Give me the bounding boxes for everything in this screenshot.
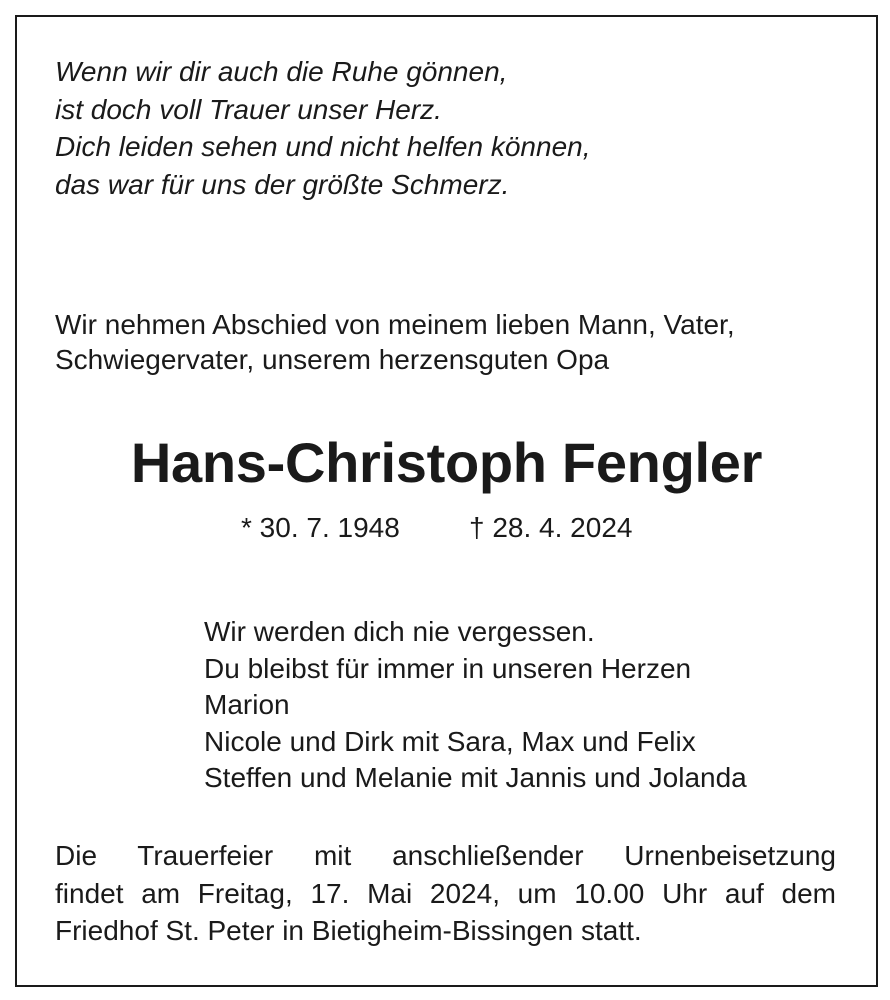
mourners-line: Wir werden dich nie vergessen. [204, 616, 595, 647]
mourner-name: Nicole und Dirk mit Sara, Max und Felix [204, 725, 696, 757]
intro-line: Schwiegervater, unserem herzensguten Opa [55, 344, 610, 375]
ceremony-info [55, 837, 836, 950]
poem-line: das war für uns der größte Schmerz. [55, 168, 510, 200]
poem-line: ist doch voll Trauer unser Herz. [55, 93, 442, 125]
farewell-intro [55, 307, 735, 377]
life-dates [241, 511, 632, 545]
birth-date: * 30. 7. 1948 [241, 512, 400, 543]
poem-line: Wenn wir dir auch die Ruhe gönnen, [55, 56, 508, 87]
mourner-name: Marion [204, 689, 290, 720]
obituary-frame [15, 15, 878, 987]
mourner-name: Steffen und Melanie mit Jannis und Jolanda [204, 762, 747, 793]
memorial-poem [55, 53, 591, 203]
ceremony-line: Die Trauerfeier mit anschließender Urnenbeisetzung [55, 840, 836, 871]
ceremony-line: findet am Freitag, 17. Mai 2024, um 10.00 Uhr auf dem [55, 877, 836, 909]
mourners-line: Du bleibst für immer in unseren Herzen [204, 652, 692, 684]
deceased-name: Hans-Christoph Fengler [130, 431, 763, 494]
poem-line: Dich leiden sehen und nicht helfen können, [55, 131, 591, 162]
ceremony-line: Friedhof St. Peter in Bietigheim-Bissingen statt. [55, 915, 642, 946]
intro-line: Wir nehmen Abschied von meinem lieben Mann, Vater, [55, 309, 735, 340]
mourners-block [204, 614, 747, 797]
death-date: † 28. 4. 2024 [469, 512, 633, 543]
